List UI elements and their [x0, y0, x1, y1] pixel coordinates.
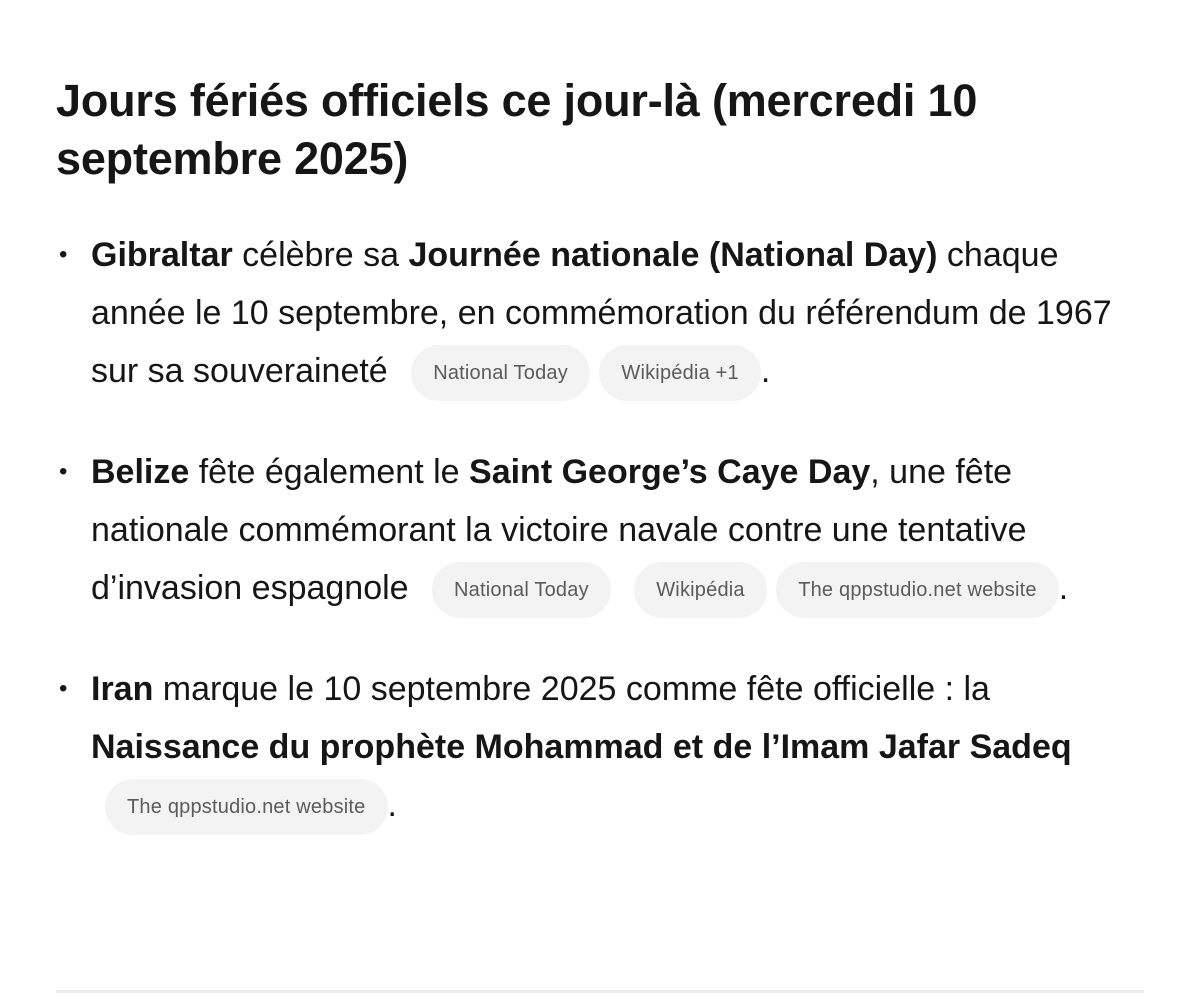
holiday-name: Saint George’s Caye Day	[469, 453, 871, 492]
holiday-name: Naissance du prophète Mohammad et de l’Imam Jafar Sadeq	[91, 728, 1072, 767]
country-name: Belize	[91, 453, 190, 492]
source-chip-qppstudio[interactable]: The qppstudio.net website	[776, 562, 1059, 618]
page-title: Jours fériés officiels ce jour-là (mercredi 10 septembre 2025)	[56, 75, 978, 184]
source-chip-national-today[interactable]: National Today	[432, 562, 611, 618]
list-item-gibraltar	[56, 226, 1156, 401]
item-end: .	[760, 352, 771, 390]
bullet-icon: •	[59, 675, 68, 703]
item-end: .	[1058, 569, 1069, 608]
item-text: , une fête nationale commémorant la victoire navale contre une tentative d’invasion espagnole	[91, 453, 1027, 608]
source-chip-national-today[interactable]: National Today	[411, 345, 590, 401]
bottom-divider	[56, 990, 1144, 993]
item-text: célèbre sa	[232, 236, 409, 274]
bullet-icon: •	[59, 241, 68, 268]
country-name: Gibraltar	[91, 236, 233, 274]
answer-content	[56, 72, 1156, 835]
holiday-list	[56, 226, 1156, 835]
source-chip-wikipedia[interactable]: Wikipédia	[634, 562, 767, 618]
item-end: .	[387, 786, 397, 825]
list-item-belize	[56, 443, 1156, 618]
country-name: Iran	[91, 670, 154, 709]
bullet-icon: •	[59, 458, 68, 486]
holiday-name: Journée nationale (National Day)	[408, 236, 938, 274]
item-text: fête également le	[189, 453, 470, 492]
source-chip-qppstudio[interactable]: The qppstudio.net website	[105, 779, 388, 835]
list-item-iran	[56, 660, 1156, 835]
item-text: marque le 10 septembre 2025 comme fête officielle : la	[153, 670, 990, 709]
item-text: chaque année le 10 septembre, en commémoration du référendum de 1967 sur sa souveraineté	[91, 236, 1112, 390]
source-chip-wikipedia-plus[interactable]: Wikipédia +1	[599, 345, 760, 401]
